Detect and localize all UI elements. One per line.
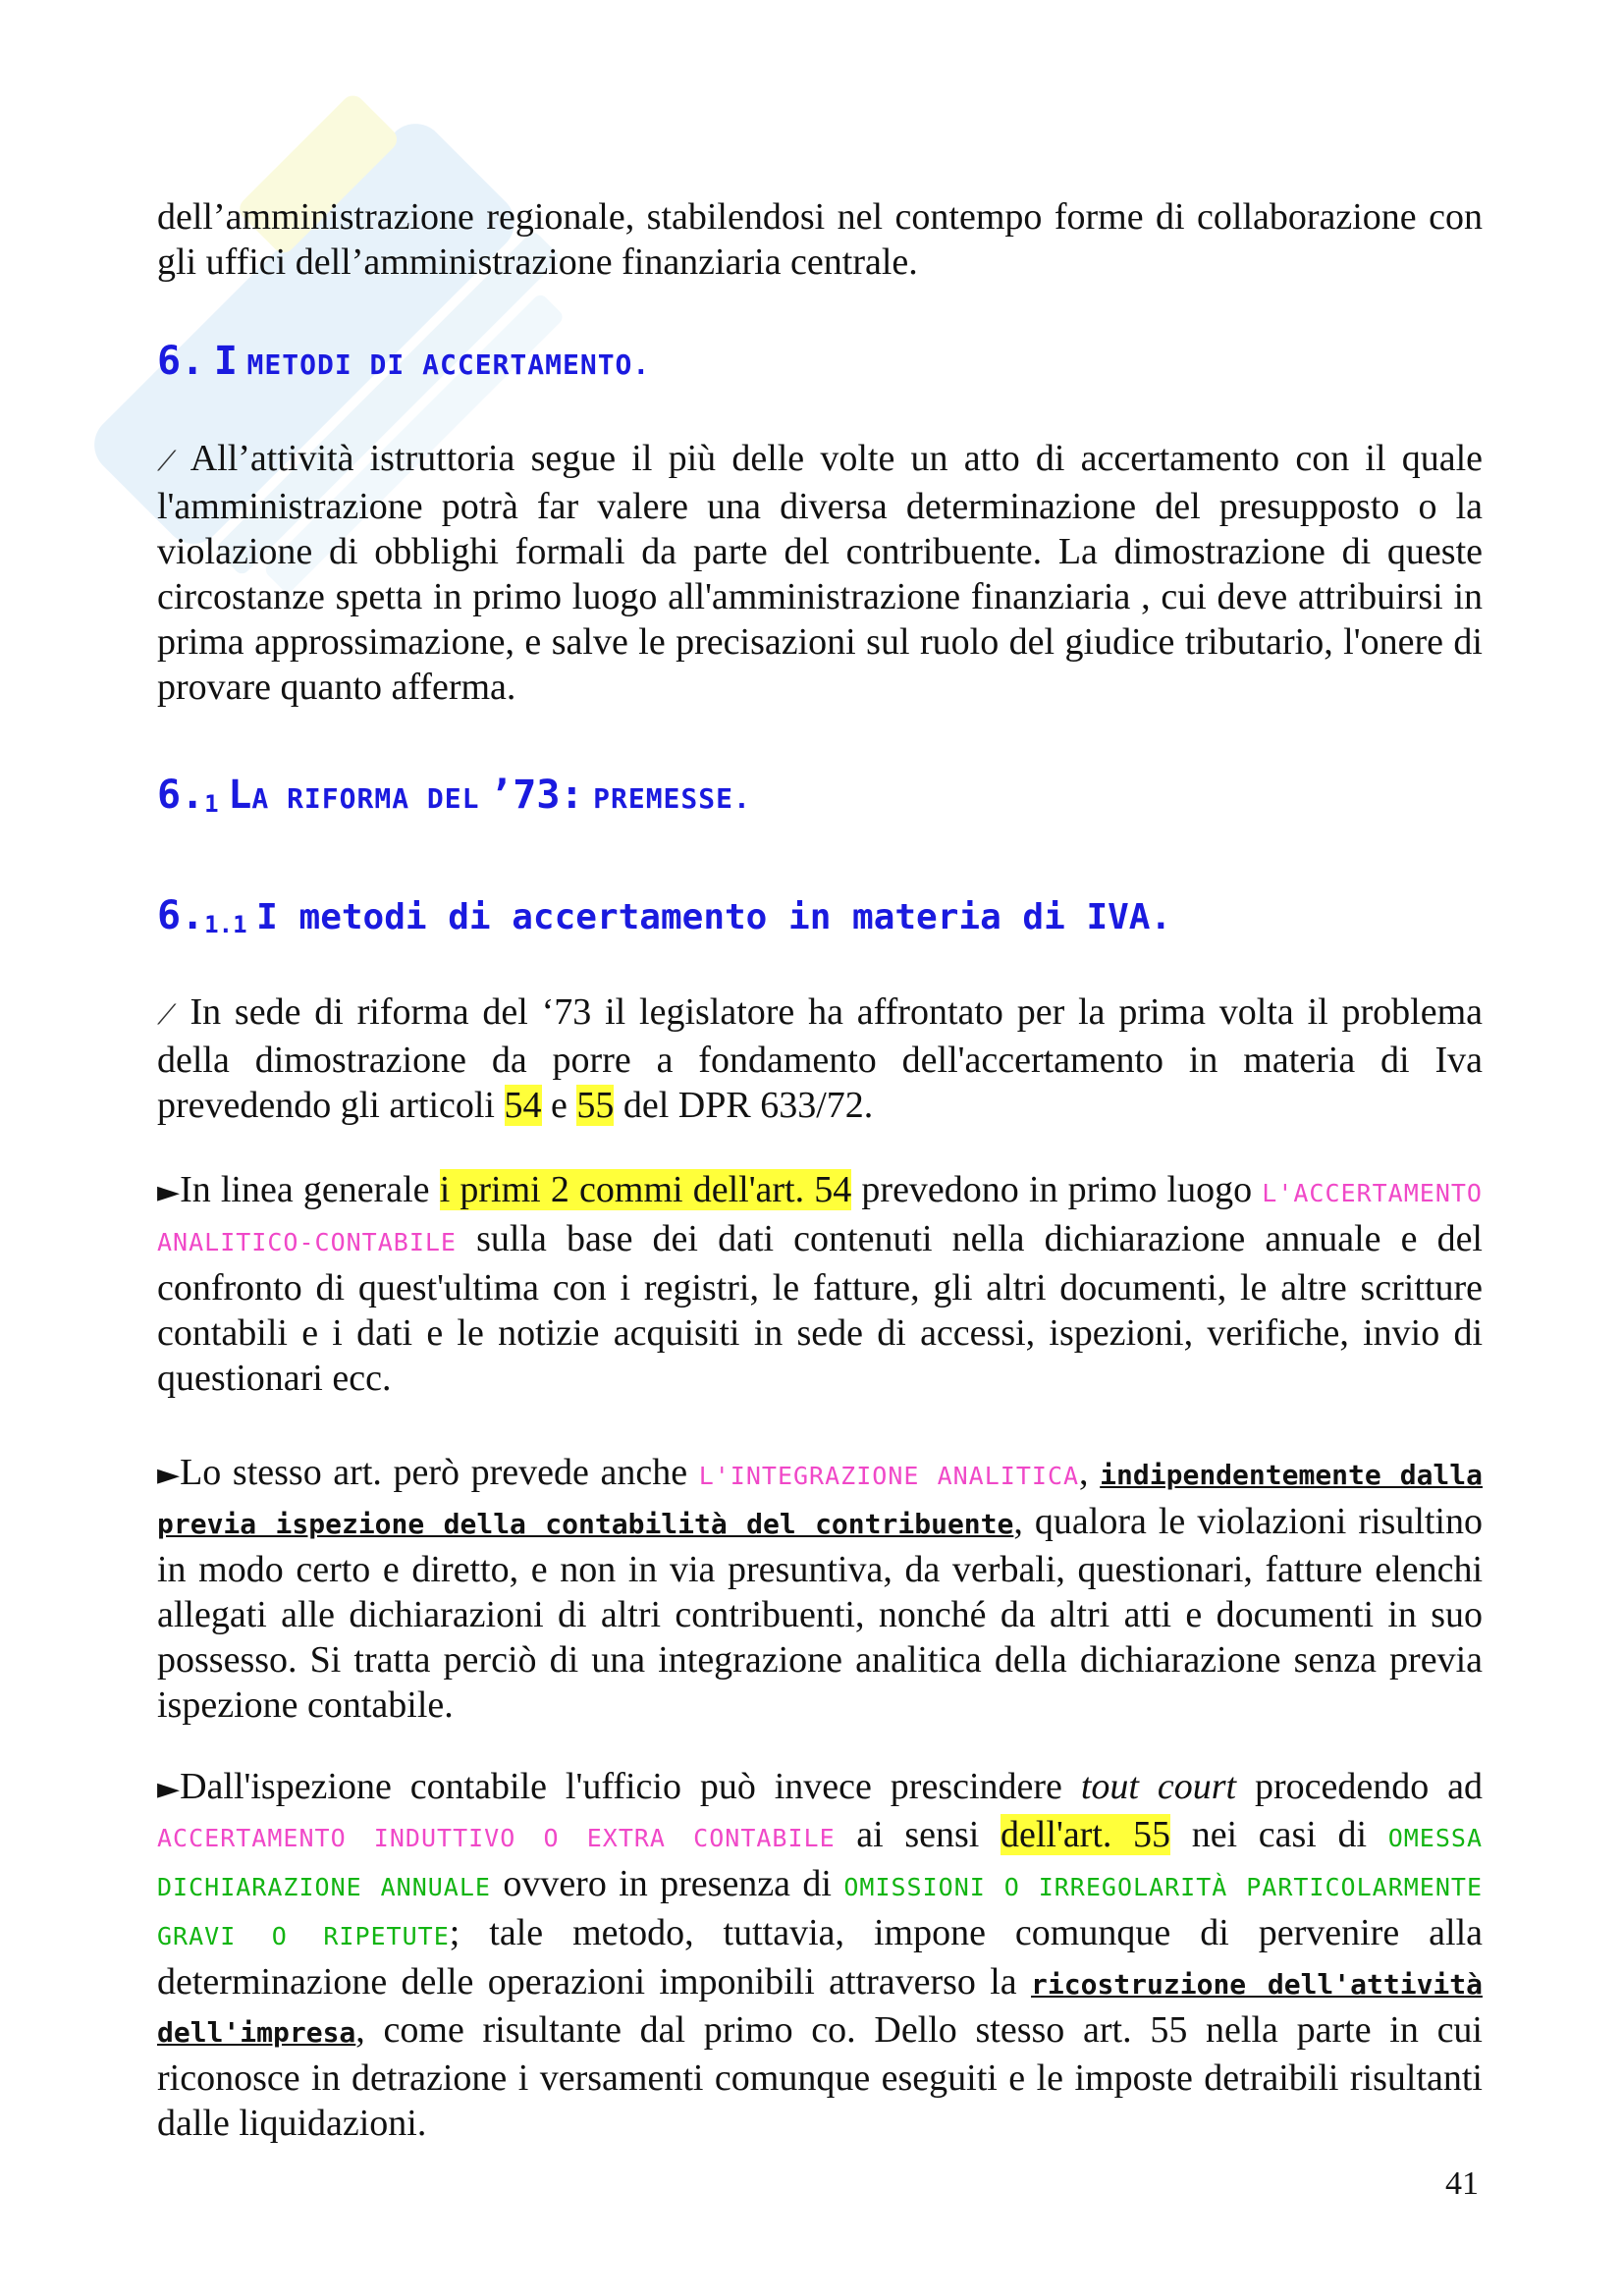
paragraph-riforma xyxy=(157,989,1483,1128)
heading-number: 6. xyxy=(157,339,205,384)
paragraph-text: All’attività istruttoria segue il più delle volte un atto di accertamento con il quale l'amministrazione potrà far valere una diversa determinazione del presupposto o la violazione di obblighi formali da parte del contribuente. La dimostrazione di queste circostanze spetta in primo luogo all'amministrazione finanziaria , cui deve attribuirsi in prima approssimazione, e salve le precisazioni sul ruolo del giudice tributario, l'onere di provare quanto afferma. xyxy=(157,438,1483,708)
highlight-art-55: dell'art. 55 xyxy=(1000,1814,1171,1855)
paragraph-attivita xyxy=(157,436,1483,710)
paragraph-text-1: In sede di riforma del ‘73 il legislatore ha affrontato per la prima volta il problema della dimostrazione da porre a fondamento dell'accertamento in materia di Iva prevedendo gli articoli xyxy=(157,991,1484,1126)
paragraph-text-3: ai sensi xyxy=(835,1814,1001,1855)
paragraph-text-1: Lo stesso art. però prevede anche xyxy=(180,1452,699,1493)
heading-number: 6. xyxy=(157,893,205,938)
heading-title-part1: A RIFORMA DEL xyxy=(251,782,480,815)
underlined-indipendentemente: indipendentemente dalla previa ispezione della contabilità del contribuente xyxy=(157,1459,1484,1540)
paragraph-text-2: , xyxy=(1079,1452,1101,1493)
pen-marker-icon: ⟋ xyxy=(157,998,177,1031)
paragraph-text-4: nei casi di xyxy=(1170,1814,1388,1855)
paragraph-text-3: , qualora le violazioni risultino in modo certo e diretto, e non in via presuntiva, da verbali, questionari, fatture elenchi allegati alle dichiarazioni di altri contribuenti, nonché da altri atti e documenti in suo possesso. Si tratta perciò di una integrazione analitica della dichiarazione senza previa ispezione contabile. xyxy=(157,1501,1483,1726)
paragraph-text-6: ; tale metodo, tuttavia, impone comunque di pervenire alla determinazione delle operazioni imponibili attraverso la xyxy=(157,1912,1483,2002)
heading-title: METODI DI ACCERTAMENTO. xyxy=(246,348,651,381)
heading-title-part2: PREMESSE. xyxy=(593,782,751,815)
paragraph-text-1: Dall'ispezione contabile l'ufficio può invece prescindere xyxy=(180,1766,1081,1807)
term-integrazione-analitica: L'INTEGRAZIONE ANALITICA xyxy=(698,1462,1080,1490)
heading-6-1 xyxy=(157,773,1483,818)
bullet-triangle-icon: ► xyxy=(157,1458,181,1492)
pen-marker-icon: ⟋ xyxy=(157,445,177,477)
paragraph-ispezione xyxy=(157,1764,1483,2146)
term-accertamento-analitico: L'ACCERTAMENTO ANALITICO-CONTABILE xyxy=(157,1179,1483,1256)
paragraph-text-2: prevedono in primo luogo xyxy=(851,1169,1263,1210)
paragraph-text-2: e xyxy=(541,1085,577,1126)
heading-6-1-1 xyxy=(157,893,1483,938)
heading-year: ’73: xyxy=(489,773,584,818)
underlined-ricostruzione: ricostruzione dell'attività dell'impresa xyxy=(157,1968,1483,2049)
term-accertamento-induttivo: ACCERTAMENTO INDUTTIVO O EXTRA CONTABILE xyxy=(157,1824,836,1852)
page-number: 41 xyxy=(1445,2165,1479,2202)
paragraph-continuation xyxy=(157,194,1483,285)
highlight-54: 54 xyxy=(504,1085,542,1126)
italic-tout-court: tout court xyxy=(1080,1766,1237,1807)
heading-initial: L xyxy=(228,773,252,818)
paragraph-linea-generale xyxy=(157,1167,1483,1401)
heading-subnumber: 1.1 xyxy=(204,911,247,939)
term-omessa-dichiarazione: OMESSA DICHIARAZIONE ANNUALE xyxy=(157,1824,1483,1901)
paragraph-text-5: ovvero in presenza di xyxy=(490,1863,844,1904)
bullet-triangle-icon: ► xyxy=(157,1175,181,1209)
bullet-triangle-icon: ► xyxy=(157,1772,181,1806)
paragraph-text-1: In linea generale xyxy=(180,1169,440,1210)
highlight-55: 55 xyxy=(576,1085,615,1126)
paragraph-text-3: sulla base dei dati contenuti nella dichiarazione annuale e del confronto di quest'ultima con i registri, le fatture, gli altri documenti, le altre scritture contabili e i dati e le notizie acquisiti in sede di accessi, ispezioni, verifiche, invio di questionari ecc. xyxy=(157,1218,1483,1399)
heading-title: I metodi di accertamento in materia di IVA. xyxy=(256,897,1172,937)
paragraph-text-2: procedendo ad xyxy=(1236,1766,1484,1807)
paragraph-text: dell’amministrazione regionale, stabilendosi nel contempo forme di collaborazione con gli uffici dell’amministrazione finanziaria centrale. xyxy=(157,196,1483,283)
heading-number: 6. xyxy=(157,773,205,818)
paragraph-text-7: , come risultante dal primo co. Dello stesso art. 55 nella parte in cui riconosce in detrazione i versamenti comunque eseguiti e le imposte detraibili risultanti dalle liquidazioni. xyxy=(157,2009,1483,2144)
paragraph-text-3: del DPR 633/72. xyxy=(614,1085,874,1126)
heading-6 xyxy=(157,339,1483,384)
term-omissioni-irregolarita: OMISSIONI O IRREGOLARITÀ PARTICOLARMENTE GRAVI O RIPETUTE xyxy=(157,1873,1483,1950)
paragraph-integrazione xyxy=(157,1450,1483,1728)
highlight-commi: i primi 2 commi dell'art. 54 xyxy=(439,1169,852,1210)
heading-subnumber: 1 xyxy=(204,790,219,819)
heading-initial: I xyxy=(213,339,238,384)
